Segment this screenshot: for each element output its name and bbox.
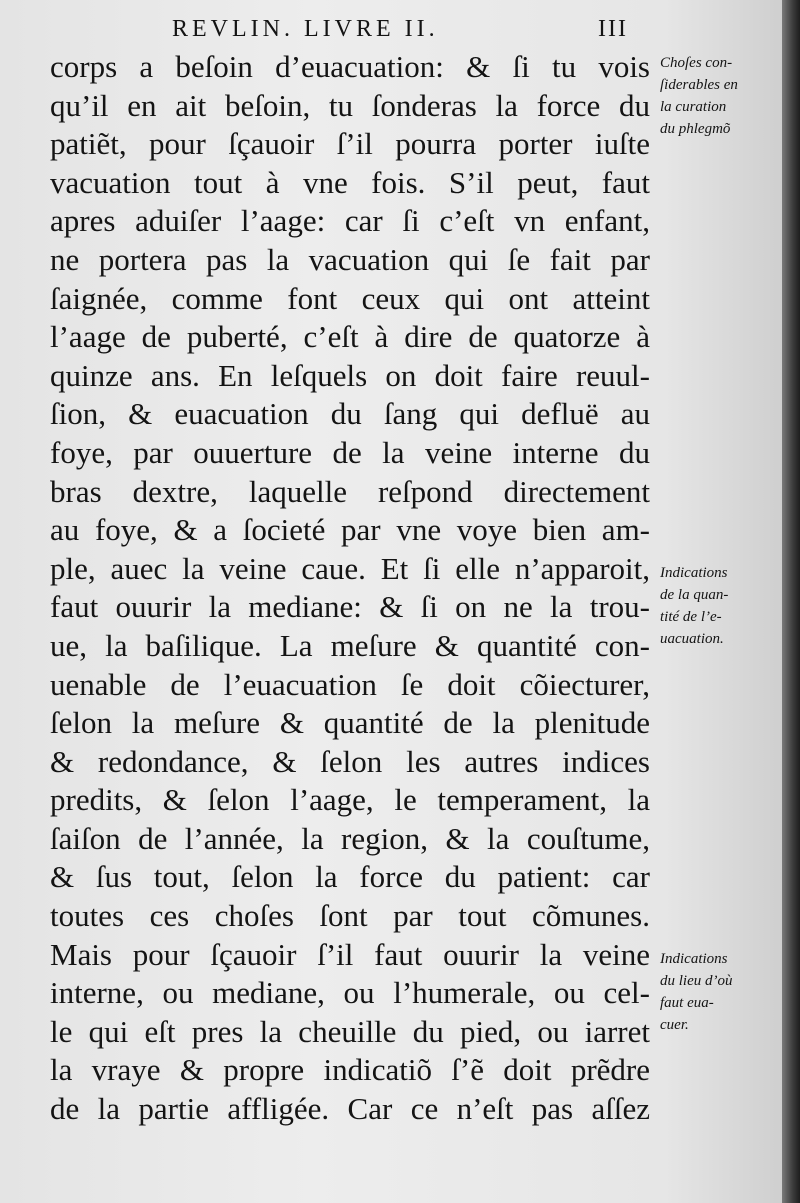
margin-note-curation (660, 52, 780, 140)
margin-note-line: uacuation. (660, 631, 724, 647)
text-line: & redondance, & ſelon les autres indices (50, 743, 650, 779)
margin-note-line: la curation (660, 99, 727, 115)
margin-note-line: tité de l’e- (660, 609, 722, 625)
text-line: predits, & ſelon l’aage, le temperament, la (50, 782, 650, 818)
text-line: de la partie affligée. Car ce n’eſt pas aſſez (50, 1091, 650, 1127)
text-line: toutes ces choſes ſont par tout cõmunes. (50, 898, 650, 934)
text-line: faut ouurir la mediane: & ſi on ne la trou- (50, 589, 650, 625)
margin-note-line: Indications (660, 565, 728, 581)
text-line: ne portera pas la vacuation qui ſe fait par (50, 241, 650, 277)
margin-note-line: faut eua- (660, 995, 714, 1011)
text-line: corps a beſoin d’euacuation: & ſi tu vois (50, 49, 650, 84)
text-line: & ſus tout, ſelon la force du patient: car (50, 859, 650, 895)
running-title: REVLIN. LIVRE II. (172, 16, 439, 42)
folio-number: III (598, 16, 628, 42)
text-line: ſelon la meſure & quantité de la plenitude (50, 705, 650, 741)
text-line: le qui eſt pres la cheuille du pied, ou iarret (50, 1013, 650, 1049)
text-line: vacuation tout à vne fois. S’il peut, faut (50, 164, 650, 200)
main-text-block (50, 48, 650, 1129)
text-line: ue, la baſilique. La meſure & quantité con- (50, 627, 650, 663)
running-header (0, 6, 782, 46)
text-line: l’aage de puberté, c’eſt à dire de quatorze à (50, 319, 650, 355)
text-line: apres aduiſer l’aage: car ſi c’eſt vn enfant, (50, 203, 650, 239)
margin-note-quantity (660, 562, 780, 650)
margin-note-line: du phlegmõ (660, 121, 731, 137)
text-line: ſion, & euacuation du ſang qui defluë au (50, 396, 650, 432)
text-line: ſaignée, comme font ceux qui ont atteint (50, 280, 650, 316)
margin-note-location (660, 948, 780, 1036)
text-line: uenable de l’euacuation ſe doit cõiecturer, (50, 666, 650, 702)
text-line: qu’il en ait beſoin, tu ſonderas la force du (50, 87, 650, 123)
margin-note-line: Choſes con- (660, 55, 733, 71)
text-line: au foye, & a ſocieté par vne voye bien am- (50, 512, 650, 548)
text-line: ple, auec la veine caue. Et ſi elle n’apparoit, (50, 550, 650, 586)
text-line: ſaiſon de l’année, la region, & la couſtume, (50, 820, 650, 856)
text-line: quinze ans. En leſquels on doit faire reuul- (50, 357, 650, 393)
text-line: interne, ou mediane, ou l’humerale, ou cel- (50, 975, 650, 1011)
text-line: la vraye & propre indicatiõ ſ’ẽ doit prẽdre (50, 1052, 650, 1088)
margin-note-line: ſiderables en (660, 77, 738, 93)
text-line: foye, par ouuerture de la veine interne du (50, 434, 650, 470)
text-line: Mais pour ſçauoir ſ’il faut ouurir la veine (50, 936, 650, 972)
text-line: patiẽt, pour ſçauoir ſ’il pourra porter iuſte (50, 126, 650, 162)
text-line: bras dextre, laquelle reſpond directement (50, 473, 650, 509)
margin-note-line: Indications (660, 951, 728, 967)
margin-note-line: de la quan- (660, 587, 729, 603)
margin-note-line: cuer. (660, 1017, 689, 1033)
margin-note-line: du lieu d’où (660, 973, 733, 989)
book-spine-shadow (782, 0, 800, 1203)
